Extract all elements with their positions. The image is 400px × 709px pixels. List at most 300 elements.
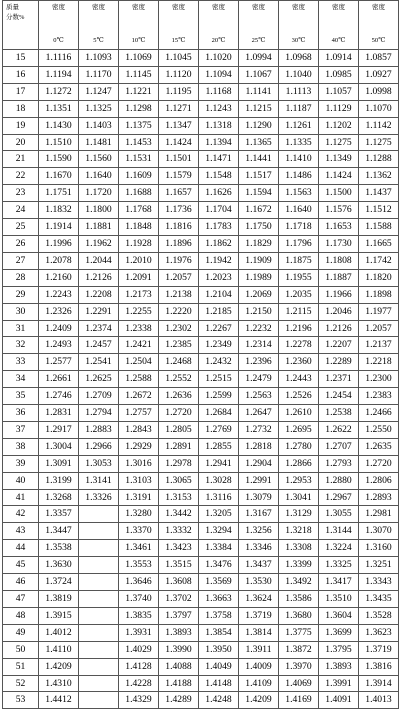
density-0c-cell: 1.3091: [39, 455, 79, 472]
density-15c-cell: 1.2138: [159, 286, 199, 303]
density-30c-cell: 1.4169: [279, 692, 319, 709]
density-label: 密度: [212, 4, 225, 11]
density-50c-cell: 1.2550: [359, 421, 399, 438]
density-0c-cell: 1.1914: [39, 219, 79, 236]
density-40c-cell: 1.0985: [319, 66, 359, 83]
header-temp-50: [359, 1, 399, 50]
density-5c-cell: 1.2883: [79, 421, 119, 438]
density-label: 密度: [132, 4, 145, 11]
header-temp-25: [239, 1, 279, 50]
density-30c-cell: 1.1796: [279, 235, 319, 252]
density-15c-cell: 1.2978: [159, 455, 199, 472]
density-20c-cell: 1.1394: [199, 134, 239, 151]
temperature-label: 15℃: [171, 37, 186, 44]
density-40c-cell: 1.1202: [319, 117, 359, 134]
density-5c-cell: [79, 591, 119, 608]
density-0c-cell: 1.4209: [39, 658, 79, 675]
density-5c-cell: 1.2794: [79, 405, 119, 422]
density-25c-cell: 1.1829: [239, 235, 279, 252]
mass-fraction-cell: 45: [3, 557, 39, 574]
table-row: [3, 472, 399, 489]
density-0c-cell: 1.2831: [39, 405, 79, 422]
density-5c-cell: 1.2208: [79, 286, 119, 303]
density-30c-cell: 1.2360: [279, 354, 319, 371]
table-row: [3, 303, 399, 320]
density-25c-cell: 1.2991: [239, 472, 279, 489]
mass-fraction-cell: 16: [3, 66, 39, 83]
density-40c-cell: 1.1653: [319, 219, 359, 236]
density-10c-cell: 1.1375: [119, 117, 159, 134]
density-0c-cell: 1.2661: [39, 371, 79, 388]
table-header-row: [3, 1, 399, 50]
density-20c-cell: 1.2599: [199, 388, 239, 405]
density-0c-cell: 1.1832: [39, 202, 79, 219]
density-label: 密度: [172, 4, 185, 11]
density-25c-cell: 1.2069: [239, 286, 279, 303]
density-25c-cell: 1.2396: [239, 354, 279, 371]
mass-fraction-cell: 42: [3, 506, 39, 523]
density-40c-cell: 1.0914: [319, 50, 359, 67]
density-label: 密度: [252, 4, 265, 11]
density-20c-cell: 1.2349: [199, 337, 239, 354]
density-40c-cell: 1.3417: [319, 574, 359, 591]
density-25c-cell: 1.1672: [239, 202, 279, 219]
density-30c-cell: 1.2443: [279, 371, 319, 388]
density-50c-cell: 1.3816: [359, 658, 399, 675]
density-0c-cell: 1.3447: [39, 523, 79, 540]
density-20c-cell: 1.1168: [199, 83, 239, 100]
density-5c-cell: 1.1560: [79, 151, 119, 168]
temperature-label: 25℃: [251, 37, 266, 44]
table-row: [3, 405, 399, 422]
mass-fraction-cell: 35: [3, 388, 39, 405]
mass-fraction-cell: 40: [3, 472, 39, 489]
mass-fraction-cell: 43: [3, 523, 39, 540]
density-25c-cell: 1.2150: [239, 303, 279, 320]
density-50c-cell: 1.1742: [359, 252, 399, 269]
table-row: [3, 83, 399, 100]
density-20c-cell: 1.1318: [199, 117, 239, 134]
table-row: [3, 354, 399, 371]
density-25c-cell: 1.1750: [239, 219, 279, 236]
density-20c-cell: 1.1862: [199, 235, 239, 252]
density-0c-cell: 1.4012: [39, 624, 79, 641]
table-row: [3, 50, 399, 67]
mass-fraction-cell: 51: [3, 658, 39, 675]
density-5c-cell: 1.1481: [79, 134, 119, 151]
density-25c-cell: 1.4109: [239, 675, 279, 692]
density-5c-cell: 1.2291: [79, 303, 119, 320]
density-10c-cell: 1.2091: [119, 269, 159, 286]
mass-fraction-cell: 20: [3, 134, 39, 151]
density-50c-cell: 1.1275: [359, 134, 399, 151]
density-10c-cell: 1.1453: [119, 134, 159, 151]
density-30c-cell: 1.2695: [279, 421, 319, 438]
density-10c-cell: 1.3740: [119, 591, 159, 608]
density-30c-cell: 1.3399: [279, 557, 319, 574]
density-50c-cell: 1.3251: [359, 557, 399, 574]
density-15c-cell: 1.3423: [159, 540, 199, 557]
density-30c-cell: 1.3129: [279, 506, 319, 523]
density-10c-cell: 1.3016: [119, 455, 159, 472]
density-15c-cell: 1.2552: [159, 371, 199, 388]
density-table: [2, 0, 399, 709]
density-10c-cell: 1.2588: [119, 371, 159, 388]
density-30c-cell: 1.1040: [279, 66, 319, 83]
density-25c-cell: 1.3814: [239, 624, 279, 641]
density-30c-cell: 1.2953: [279, 472, 319, 489]
density-40c-cell: 1.2207: [319, 337, 359, 354]
density-25c-cell: 1.2904: [239, 455, 279, 472]
temperature-label: 0℃: [53, 37, 64, 44]
mass-fraction-cell: 50: [3, 641, 39, 658]
density-25c-cell: 1.2732: [239, 421, 279, 438]
density-25c-cell: 1.3346: [239, 540, 279, 557]
density-30c-cell: 1.1410: [279, 151, 319, 168]
density-15c-cell: 1.1347: [159, 117, 199, 134]
density-15c-cell: 1.2720: [159, 405, 199, 422]
density-15c-cell: 1.3990: [159, 641, 199, 658]
density-30c-cell: 1.2780: [279, 438, 319, 455]
density-5c-cell: [79, 607, 119, 624]
density-40c-cell: 1.1966: [319, 286, 359, 303]
density-0c-cell: 1.3630: [39, 557, 79, 574]
density-25c-cell: 1.2314: [239, 337, 279, 354]
density-20c-cell: 1.3116: [199, 489, 239, 506]
density-50c-cell: 1.2466: [359, 405, 399, 422]
table-row: [3, 168, 399, 185]
density-50c-cell: 1.2720: [359, 455, 399, 472]
header-temp-0: [39, 1, 79, 50]
density-50c-cell: 1.4013: [359, 692, 399, 709]
density-15c-cell: 1.2220: [159, 303, 199, 320]
table-row: [3, 557, 399, 574]
density-40c-cell: 1.2289: [319, 354, 359, 371]
mass-fraction-cell: 38: [3, 438, 39, 455]
mass-fraction-cell: 34: [3, 371, 39, 388]
density-25c-cell: 1.0994: [239, 50, 279, 67]
density-15c-cell: 1.1120: [159, 66, 199, 83]
density-20c-cell: 1.3028: [199, 472, 239, 489]
header-temp-15: [159, 1, 199, 50]
density-15c-cell: 1.2302: [159, 320, 199, 337]
density-25c-cell: 1.2479: [239, 371, 279, 388]
temperature-label: 20℃: [211, 37, 226, 44]
density-30c-cell: 1.1640: [279, 202, 319, 219]
density-50c-cell: 1.1512: [359, 202, 399, 219]
table-row: [3, 219, 399, 236]
density-25c-cell: 1.4209: [239, 692, 279, 709]
density-0c-cell: 1.4310: [39, 675, 79, 692]
density-30c-cell: 1.1335: [279, 134, 319, 151]
density-30c-cell: 1.3775: [279, 624, 319, 641]
density-30c-cell: 1.1113: [279, 83, 319, 100]
density-40c-cell: 1.2707: [319, 438, 359, 455]
density-40c-cell: 1.1349: [319, 151, 359, 168]
mass-fraction-cell: 53: [3, 692, 39, 709]
density-15c-cell: 1.1657: [159, 185, 199, 202]
table-row: [3, 641, 399, 658]
density-40c-cell: 1.3325: [319, 557, 359, 574]
density-10c-cell: 1.1145: [119, 66, 159, 83]
mass-fraction-cell: 44: [3, 540, 39, 557]
mass-fraction-label-line2: 分数%: [6, 14, 25, 21]
density-20c-cell: 1.3384: [199, 540, 239, 557]
density-25c-cell: 1.3719: [239, 607, 279, 624]
density-0c-cell: 1.2493: [39, 337, 79, 354]
density-30c-cell: 1.4069: [279, 675, 319, 692]
mass-fraction-cell: 22: [3, 168, 39, 185]
density-50c-cell: 1.2218: [359, 354, 399, 371]
density-40c-cell: 1.1424: [319, 168, 359, 185]
density-5c-cell: 1.1881: [79, 219, 119, 236]
table-row: [3, 455, 399, 472]
density-10c-cell: 1.2843: [119, 421, 159, 438]
density-40c-cell: 1.2126: [319, 320, 359, 337]
density-5c-cell: 1.2044: [79, 252, 119, 269]
density-5c-cell: 1.1170: [79, 66, 119, 83]
density-5c-cell: 1.2457: [79, 337, 119, 354]
density-0c-cell: 1.3819: [39, 591, 79, 608]
density-30c-cell: 1.2866: [279, 455, 319, 472]
temperature-label: 40℃: [331, 37, 346, 44]
density-30c-cell: 1.1718: [279, 219, 319, 236]
density-50c-cell: 1.1820: [359, 269, 399, 286]
density-15c-cell: 1.2057: [159, 269, 199, 286]
density-50c-cell: 1.2981: [359, 506, 399, 523]
table-row: [3, 269, 399, 286]
density-10c-cell: 1.2010: [119, 252, 159, 269]
mass-fraction-cell: 17: [3, 83, 39, 100]
density-30c-cell: 1.1563: [279, 185, 319, 202]
table-row: [3, 100, 399, 117]
density-5c-cell: 1.2966: [79, 438, 119, 455]
table-row: [3, 151, 399, 168]
density-5c-cell: 1.3326: [79, 489, 119, 506]
table-row: [3, 320, 399, 337]
density-0c-cell: 1.2917: [39, 421, 79, 438]
density-50c-cell: 1.1362: [359, 168, 399, 185]
density-20c-cell: 1.2769: [199, 421, 239, 438]
density-5c-cell: [79, 574, 119, 591]
table-row: [3, 202, 399, 219]
density-5c-cell: 1.1325: [79, 100, 119, 117]
density-5c-cell: [79, 692, 119, 709]
density-0c-cell: 1.1272: [39, 83, 79, 100]
density-25c-cell: 1.1215: [239, 100, 279, 117]
density-0c-cell: 1.2160: [39, 269, 79, 286]
density-25c-cell: 1.3624: [239, 591, 279, 608]
table-row: [3, 421, 399, 438]
table-row: [3, 607, 399, 624]
density-0c-cell: 1.1194: [39, 66, 79, 83]
density-20c-cell: 1.3294: [199, 523, 239, 540]
density-10c-cell: 1.2672: [119, 388, 159, 405]
density-0c-cell: 1.2243: [39, 286, 79, 303]
density-50c-cell: 1.2806: [359, 472, 399, 489]
density-50c-cell: 1.2383: [359, 388, 399, 405]
density-20c-cell: 1.4049: [199, 658, 239, 675]
density-5c-cell: [79, 557, 119, 574]
density-label: 密度: [92, 4, 105, 11]
table-row: [3, 185, 399, 202]
density-50c-cell: 1.3914: [359, 675, 399, 692]
density-5c-cell: 1.1800: [79, 202, 119, 219]
density-5c-cell: 1.2625: [79, 371, 119, 388]
mass-fraction-cell: 23: [3, 185, 39, 202]
mass-fraction-cell: 39: [3, 455, 39, 472]
density-10c-cell: 1.1928: [119, 235, 159, 252]
table-row: [3, 388, 399, 405]
density-40c-cell: 1.3699: [319, 624, 359, 641]
table-row: [3, 591, 399, 608]
density-50c-cell: 1.2057: [359, 320, 399, 337]
density-40c-cell: 1.1500: [319, 185, 359, 202]
table-row: [3, 523, 399, 540]
density-30c-cell: 1.3680: [279, 607, 319, 624]
density-5c-cell: 1.1962: [79, 235, 119, 252]
mass-fraction-cell: 41: [3, 489, 39, 506]
table-row: [3, 692, 399, 709]
density-10c-cell: 1.3370: [119, 523, 159, 540]
density-5c-cell: 1.3053: [79, 455, 119, 472]
density-5c-cell: [79, 641, 119, 658]
density-10c-cell: 1.2929: [119, 438, 159, 455]
mass-fraction-cell: 47: [3, 591, 39, 608]
density-table-body: [3, 50, 399, 709]
density-5c-cell: 1.1247: [79, 83, 119, 100]
density-50c-cell: 1.2893: [359, 489, 399, 506]
density-25c-cell: 1.2563: [239, 388, 279, 405]
density-20c-cell: 1.2855: [199, 438, 239, 455]
density-50c-cell: 1.1142: [359, 117, 399, 134]
density-10c-cell: 1.1069: [119, 50, 159, 67]
density-0c-cell: 1.1751: [39, 185, 79, 202]
density-50c-cell: 1.1588: [359, 219, 399, 236]
header-temp-40: [319, 1, 359, 50]
density-30c-cell: 1.2610: [279, 405, 319, 422]
density-10c-cell: 1.3103: [119, 472, 159, 489]
density-0c-cell: 1.3199: [39, 472, 79, 489]
density-20c-cell: 1.1626: [199, 185, 239, 202]
density-40c-cell: 1.2880: [319, 472, 359, 489]
density-20c-cell: 1.3854: [199, 624, 239, 641]
density-25c-cell: 1.1365: [239, 134, 279, 151]
density-10c-cell: 1.3835: [119, 607, 159, 624]
density-25c-cell: 1.3437: [239, 557, 279, 574]
density-label: 密度: [372, 4, 385, 11]
density-15c-cell: 1.3608: [159, 574, 199, 591]
density-20c-cell: 1.3950: [199, 641, 239, 658]
density-20c-cell: 1.2684: [199, 405, 239, 422]
density-30c-cell: 1.3970: [279, 658, 319, 675]
density-15c-cell: 1.1816: [159, 219, 199, 236]
density-label: 密度: [292, 4, 305, 11]
density-30c-cell: 1.1875: [279, 252, 319, 269]
density-25c-cell: 1.3256: [239, 523, 279, 540]
table-row: [3, 235, 399, 252]
density-25c-cell: 1.1067: [239, 66, 279, 83]
density-50c-cell: 1.0927: [359, 66, 399, 83]
density-25c-cell: 1.2232: [239, 320, 279, 337]
density-30c-cell: 1.2278: [279, 337, 319, 354]
density-10c-cell: 1.3553: [119, 557, 159, 574]
density-50c-cell: 1.3160: [359, 540, 399, 557]
density-40c-cell: 1.2454: [319, 388, 359, 405]
density-5c-cell: [79, 523, 119, 540]
density-50c-cell: 1.1437: [359, 185, 399, 202]
mass-fraction-cell: 28: [3, 269, 39, 286]
density-20c-cell: 1.2104: [199, 286, 239, 303]
table-row: [3, 438, 399, 455]
density-50c-cell: 1.2635: [359, 438, 399, 455]
density-5c-cell: 1.2374: [79, 320, 119, 337]
density-50c-cell: 1.1898: [359, 286, 399, 303]
density-40c-cell: 1.3144: [319, 523, 359, 540]
mass-fraction-cell: 29: [3, 286, 39, 303]
density-40c-cell: 1.3510: [319, 591, 359, 608]
density-20c-cell: 1.3205: [199, 506, 239, 523]
mass-fraction-cell: 19: [3, 117, 39, 134]
density-50c-cell: 1.3528: [359, 607, 399, 624]
density-label: 密度: [332, 4, 345, 11]
density-15c-cell: 1.1736: [159, 202, 199, 219]
density-50c-cell: 1.3343: [359, 574, 399, 591]
mass-fraction-cell: 49: [3, 624, 39, 641]
density-20c-cell: 1.2941: [199, 455, 239, 472]
density-20c-cell: 1.1243: [199, 100, 239, 117]
density-40c-cell: 1.1808: [319, 252, 359, 269]
density-0c-cell: 1.2326: [39, 303, 79, 320]
density-40c-cell: 1.1275: [319, 134, 359, 151]
table-row: [3, 252, 399, 269]
density-10c-cell: 1.2421: [119, 337, 159, 354]
density-25c-cell: 1.1594: [239, 185, 279, 202]
density-40c-cell: 1.2793: [319, 455, 359, 472]
density-10c-cell: 1.1848: [119, 219, 159, 236]
density-50c-cell: 1.0857: [359, 50, 399, 67]
density-10c-cell: 1.2504: [119, 354, 159, 371]
table-row: [3, 66, 399, 83]
header-temp-20: [199, 1, 239, 50]
density-25c-cell: 1.2647: [239, 405, 279, 422]
density-10c-cell: 1.3191: [119, 489, 159, 506]
density-20c-cell: 1.1704: [199, 202, 239, 219]
density-50c-cell: 1.1288: [359, 151, 399, 168]
density-15c-cell: 1.4188: [159, 675, 199, 692]
temperature-label: 30℃: [291, 37, 306, 44]
density-5c-cell: 1.1720: [79, 185, 119, 202]
density-15c-cell: 1.3442: [159, 506, 199, 523]
density-10c-cell: 1.2173: [119, 286, 159, 303]
density-30c-cell: 1.2196: [279, 320, 319, 337]
header-temp-10: [119, 1, 159, 50]
density-20c-cell: 1.3758: [199, 607, 239, 624]
table-row: [3, 489, 399, 506]
density-5c-cell: 1.2126: [79, 269, 119, 286]
density-25c-cell: 1.1909: [239, 252, 279, 269]
mass-fraction-cell: 27: [3, 252, 39, 269]
mass-fraction-cell: 21: [3, 151, 39, 168]
density-30c-cell: 1.2115: [279, 303, 319, 320]
density-50c-cell: 1.0998: [359, 83, 399, 100]
density-30c-cell: 1.3492: [279, 574, 319, 591]
table-row: [3, 658, 399, 675]
density-15c-cell: 1.3702: [159, 591, 199, 608]
density-15c-cell: 1.1424: [159, 134, 199, 151]
header-temp-30: [279, 1, 319, 50]
table-row: [3, 574, 399, 591]
